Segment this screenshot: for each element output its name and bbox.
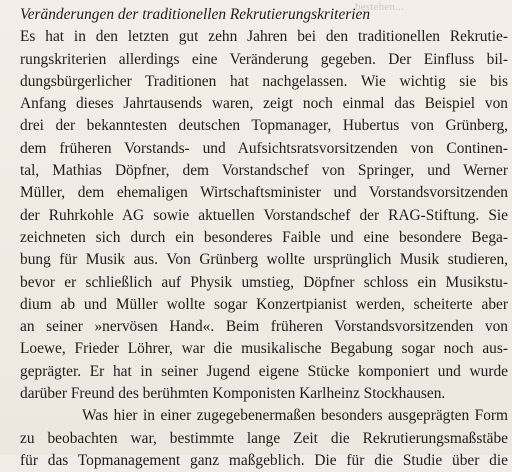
paragraph-line: dium ab und Müller wollte sogar Konzertpianist werden, scheiterte aber <box>20 295 508 313</box>
paragraph-line: bung für Musik aus. Von Grünberg wollte ursprünglich Musik studieren, <box>20 251 508 269</box>
paragraph-line: an seiner »nervösen Hand«. Beim früheren Vorstandsvorsitzenden von <box>20 318 508 336</box>
paragraph-line: Was hier in einer zugegebenermaßen besonders ausgeprägten Form <box>82 407 508 425</box>
paragraph-line: tal, Mathias Döpfner, dem Vorstandschef von Springer, und Werner <box>20 162 508 180</box>
paragraph-line: zu beobachten war, bestimmte lange Zeit die Rekrutierungsmaßstäbe <box>20 429 508 447</box>
paragraph-line: rungskriterien allerdings eine Veränderung gegeben. Der Einfluss bil- <box>20 50 508 68</box>
paragraph-line: Anfang dieses Jahrtausends waren, zeigt noch einmal das Beispiel von <box>20 95 508 113</box>
paragraph-line: drei der bekanntesten deutschen Topmanager, Hubertus von Grünberg, <box>20 117 508 135</box>
paragraph-line: Loewe, Frieder Löhrer, war die musikalische Begabung sogar noch aus- <box>20 340 508 358</box>
paragraph-line: Es hat in den letzten gut zehn Jahren bei den traditionellen Rekrutie- <box>20 28 508 46</box>
paragraph-line: geprägter. Er hat in seiner Jugend eigene Stücke komponiert und wurde <box>20 362 508 380</box>
paragraph-line: Müller, dem ehemaligen Wirtschaftsminister und Vorstandsvorsitzenden <box>20 184 508 202</box>
paragraph-line: darüber Freund des berühmten Komponisten Karlheinz Stockhausen. <box>20 385 446 403</box>
paragraph-line: für das Topmanagement ganz maßgeblich. Die für die Studie über die <box>20 451 508 469</box>
paragraph-line: bevor er schließlich auf Physik umstieg, Döpfner schloss ein Musikstu- <box>20 273 508 291</box>
paragraph-line: zeichneten sich durch ein besonderes Faible und eine besondere Bega- <box>20 228 508 246</box>
paragraph-line: dungsbürgerlicher Traditionen hat nachgelassen. Wie wichtig sie bis <box>20 72 508 90</box>
section-heading: Veränderungen der traditionellen Rekrutierungskriterien <box>20 6 371 23</box>
paragraph-line: der Ruhrkohle AG sowie aktuellen Vorstandschef der RAG-Stiftung. Sie <box>20 206 508 224</box>
body-text <box>20 4 508 472</box>
paragraph-line: dem früheren Vorstands- und Aufsichtsratsvorsitzenden von Continen- <box>20 139 508 157</box>
bleed-through-text: bestehen... <box>355 1 404 13</box>
